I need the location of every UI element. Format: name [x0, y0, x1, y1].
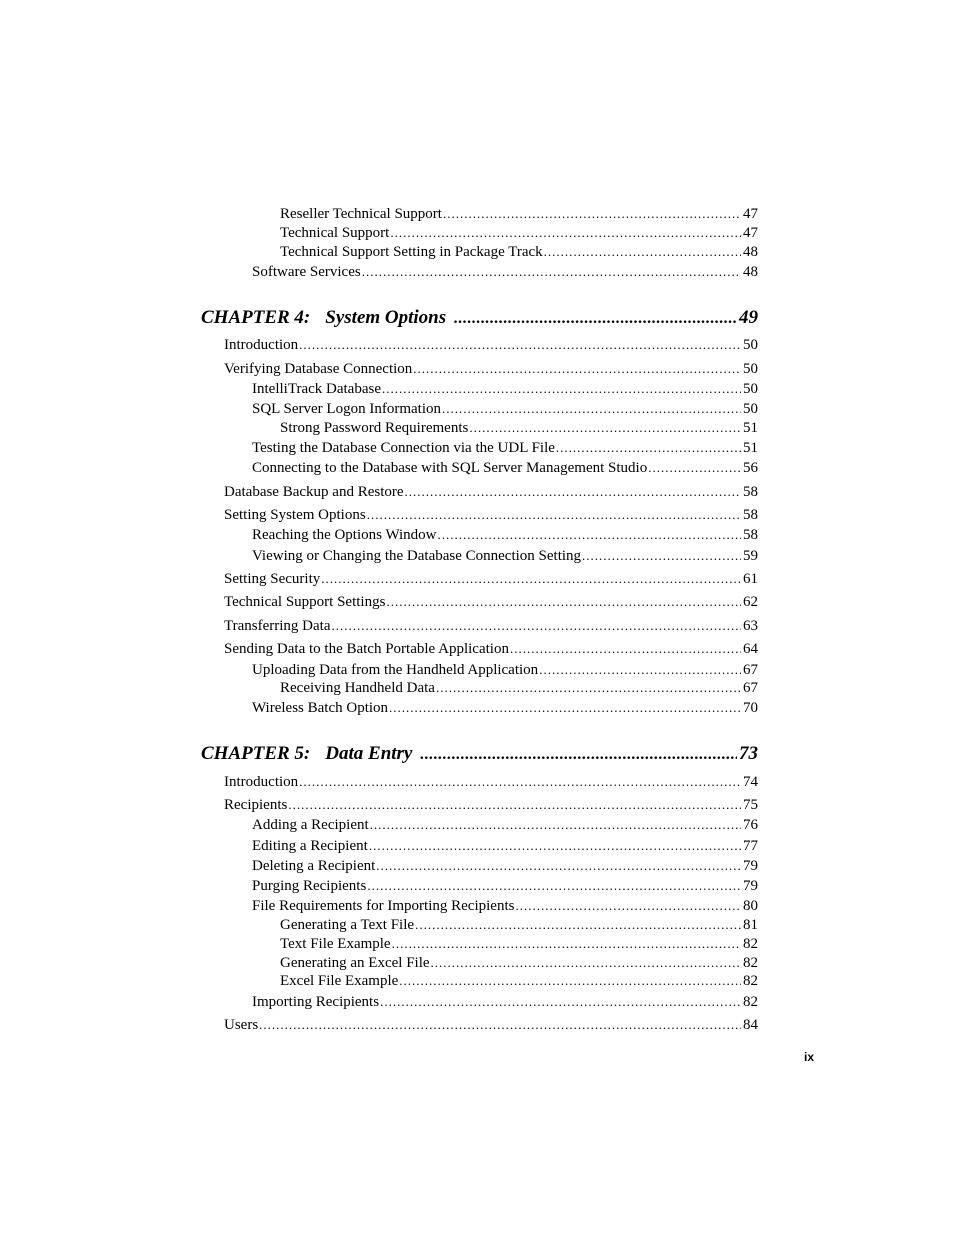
toc-entry-title: Receiving Handheld Data: [280, 680, 435, 696]
toc-entry[interactable]: [224, 617, 758, 635]
dot-leader: [544, 243, 741, 261]
toc-entry-page: 82: [743, 936, 758, 952]
toc-entry-title: Recipients: [224, 797, 288, 813]
toc-entry-title: Adding a Recipient: [252, 817, 369, 833]
toc-entry[interactable]: [252, 877, 758, 895]
toc-entry-page: 67: [743, 680, 758, 696]
toc-entry-page: 75: [743, 797, 758, 813]
toc-entry[interactable]: [280, 205, 758, 223]
toc-entry[interactable]: [252, 400, 758, 418]
toc-entry-title: Database Backup and Restore: [224, 484, 404, 500]
toc-entry-title: Reseller Technical Support: [280, 206, 442, 222]
dot-leader: [382, 380, 741, 398]
toc-entry-page: 67: [743, 662, 758, 678]
dot-leader: [431, 954, 741, 972]
toc-entry-title: Technical Support: [280, 225, 390, 241]
dot-leader: [413, 360, 741, 378]
toc-entry[interactable]: [252, 897, 758, 915]
toc-entry-page: 50: [743, 337, 758, 353]
toc-entry-page: 58: [743, 484, 758, 500]
dot-leader: [443, 205, 741, 223]
toc-entry-title: Connecting to the Database with SQL Server Management Studio: [252, 460, 648, 476]
toc-entry-page: 58: [743, 527, 758, 543]
dot-leader: [405, 483, 741, 501]
toc-entry[interactable]: [224, 593, 758, 611]
dot-leader: [370, 816, 741, 834]
dot-leader: [299, 773, 741, 791]
dot-leader: [332, 617, 741, 635]
toc-entry[interactable]: [224, 336, 758, 354]
dot-leader: [582, 547, 741, 565]
toc-entry-page: 48: [743, 244, 758, 260]
toc-entry-page: 84: [743, 1017, 758, 1033]
toc-entry-title: Introduction: [224, 337, 299, 353]
chapter-number: CHAPTER 5:: [201, 743, 311, 764]
toc-entry-title: Transferring Data: [224, 618, 331, 634]
toc-entry-title: Setting Security: [224, 571, 321, 587]
toc-entry-title: Verifying Database Connection: [224, 361, 413, 377]
toc-entry[interactable]: [224, 773, 758, 791]
toc-entry[interactable]: [280, 916, 758, 934]
toc-entry-title: Software Services: [252, 264, 361, 280]
toc-entry-title: Excel File Example: [280, 973, 399, 989]
toc-entry[interactable]: [280, 243, 758, 261]
toc-entry-page: 80: [743, 898, 758, 914]
toc-entry-page: 79: [743, 878, 758, 894]
dot-leader: [380, 993, 741, 1011]
page-number: ix: [803, 1050, 814, 1064]
toc-entry[interactable]: [224, 506, 758, 524]
dot-leader: [415, 916, 741, 934]
chapter-page: 73: [739, 743, 758, 764]
toc-entry-page: 63: [743, 618, 758, 634]
toc-entry-title: Generating an Excel File: [280, 955, 430, 971]
toc-entry-title: SQL Server Logon Information: [252, 401, 441, 417]
toc-entry-page: 82: [743, 955, 758, 971]
toc-entry[interactable]: [252, 837, 758, 855]
toc-entry-page: 50: [743, 361, 758, 377]
dot-leader: [367, 506, 741, 524]
toc-entry-page: 50: [743, 381, 758, 397]
toc-entry-title: Users: [224, 1017, 259, 1033]
toc-entry-title: Technical Support Setting in Package Track: [280, 244, 543, 260]
dot-leader: [469, 419, 741, 437]
dot-leader: [299, 336, 741, 354]
toc-entry-title: Editing a Recipient: [252, 838, 368, 854]
toc-entry[interactable]: [252, 439, 758, 457]
toc-entry-page: 58: [743, 507, 758, 523]
toc-entry-title: Text File Example: [280, 936, 391, 952]
toc-entry-page: 59: [743, 548, 758, 564]
toc-entry-title: Wireless Batch Option: [252, 700, 389, 716]
toc-entry[interactable]: [252, 526, 758, 544]
toc-entry[interactable]: [224, 360, 758, 378]
toc-entry[interactable]: [224, 640, 758, 658]
toc-entry-title: Sending Data to the Batch Portable Application: [224, 641, 509, 657]
dot-leader: [399, 972, 741, 990]
toc-entry-page: 51: [743, 420, 758, 436]
toc-entry-page: 48: [743, 264, 758, 280]
dot-leader: [510, 640, 741, 658]
toc-entry-page: 56: [743, 460, 758, 476]
toc-entry[interactable]: [252, 816, 758, 834]
toc-entry-title: Introduction: [224, 774, 299, 790]
dot-leader: [390, 224, 741, 242]
dot-leader: [259, 1016, 741, 1034]
chapter-title: System Options: [325, 307, 447, 328]
dot-leader: [392, 935, 741, 953]
dot-leader: [389, 699, 741, 717]
dot-leader: [438, 526, 741, 544]
toc-entry-page: 74: [743, 774, 758, 790]
dot-leader: [369, 837, 741, 855]
toc-entry-title: Importing Recipients: [252, 994, 380, 1010]
dot-leader: [321, 570, 741, 588]
toc-entry-page: 47: [743, 206, 758, 222]
toc-entry-page: 79: [743, 858, 758, 874]
toc-entry-title: Reaching the Options Window: [252, 527, 437, 543]
toc-entry-title: Uploading Data from the Handheld Application: [252, 662, 539, 678]
toc-entry-page: 82: [743, 973, 758, 989]
dot-leader: [376, 857, 741, 875]
toc-entry-title: Technical Support Settings: [224, 594, 386, 610]
toc-entry[interactable]: [224, 483, 758, 501]
toc-entry[interactable]: [280, 972, 758, 990]
toc-entry[interactable]: [280, 224, 758, 242]
toc-entry-page: 64: [743, 641, 758, 657]
toc-entry-title: Viewing or Changing the Database Connection Setting: [252, 548, 582, 564]
dot-leader: [454, 308, 737, 330]
toc-entry[interactable]: [224, 1016, 758, 1034]
toc-entry-title: Testing the Database Connection via the UDL File: [252, 440, 555, 456]
toc-entry-page: 51: [743, 440, 758, 456]
dot-leader: [539, 661, 741, 679]
toc-entry-title: Strong Password Requirements: [280, 420, 469, 436]
toc-entry[interactable]: [224, 570, 758, 588]
dot-leader: [442, 400, 741, 418]
toc-entry[interactable]: [280, 935, 758, 953]
toc-entry[interactable]: [252, 857, 758, 875]
dot-leader: [420, 744, 737, 766]
toc-entry-page: 50: [743, 401, 758, 417]
toc-entry-title: IntelliTrack Database: [252, 381, 381, 397]
toc-entry[interactable]: [252, 661, 758, 679]
chapter-heading[interactable]: [201, 743, 758, 766]
toc-entry-page: 62: [743, 594, 758, 610]
toc-entry-page: 77: [743, 838, 758, 854]
toc-entry[interactable]: [224, 796, 758, 814]
toc-entry[interactable]: [252, 380, 758, 398]
dot-leader: [362, 263, 741, 281]
toc-entry[interactable]: [280, 679, 758, 697]
dot-leader: [288, 796, 741, 814]
chapter-page: 49: [739, 307, 758, 328]
toc-entry-title: Setting System Options: [224, 507, 366, 523]
toc-entry-page: 61: [743, 571, 758, 587]
toc-entry[interactable]: [252, 263, 758, 281]
toc-entry[interactable]: [280, 419, 758, 437]
toc-entry-page: 82: [743, 994, 758, 1010]
toc-entry[interactable]: [252, 993, 758, 1011]
toc-entry-title: Purging Recipients: [252, 878, 367, 894]
dot-leader: [367, 877, 741, 895]
toc-entry[interactable]: [252, 699, 758, 717]
dot-leader: [515, 897, 741, 915]
dot-leader: [436, 679, 741, 697]
toc-entry-title: Deleting a Recipient: [252, 858, 376, 874]
dot-leader: [648, 459, 741, 477]
toc-entry-page: 81: [743, 917, 758, 933]
dot-leader: [386, 593, 741, 611]
toc-entry[interactable]: [280, 954, 758, 972]
toc-entry-page: 76: [743, 817, 758, 833]
chapter-heading[interactable]: [201, 307, 758, 330]
chapter-number: CHAPTER 4:: [201, 307, 311, 328]
toc-entry-title: Generating a Text File: [280, 917, 415, 933]
toc-entry-page: 47: [743, 225, 758, 241]
toc-entry[interactable]: [252, 547, 758, 565]
toc-entry-page: 70: [743, 700, 758, 716]
toc-entry[interactable]: [252, 459, 758, 477]
toc-entry-title: File Requirements for Importing Recipients: [252, 898, 515, 914]
dot-leader: [556, 439, 741, 457]
chapter-title: Data Entry: [325, 743, 413, 764]
